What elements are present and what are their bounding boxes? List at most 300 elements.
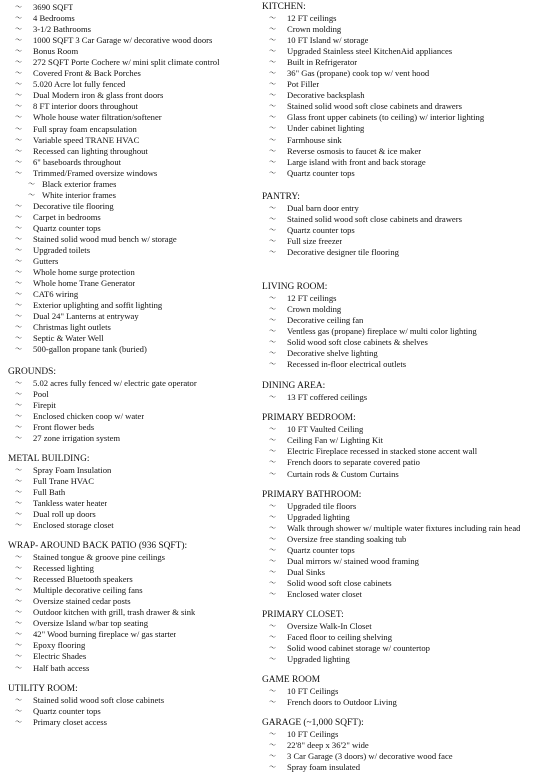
item-text: Septic & Water Well: [33, 333, 104, 344]
list-item: [8, 289, 253, 300]
list-item: [262, 556, 558, 567]
list-item: [8, 245, 253, 256]
item-text: Upgraded toilets: [33, 245, 91, 256]
bullet-icon: 〜: [269, 293, 276, 302]
list-item: [8, 135, 253, 146]
list-item: [8, 267, 253, 278]
primary-bedroom-section: [262, 413, 558, 479]
bullet-icon: 〜: [15, 113, 22, 122]
right-column: [262, 2, 558, 773]
list-item: [262, 123, 558, 134]
item-text: Solid wood soft close cabinets: [287, 577, 392, 588]
item-text: 5.02 acres fully fenced w/ electric gate operator: [33, 377, 197, 388]
grounds-section: [8, 367, 253, 444]
bullet-icon: 〜: [269, 393, 276, 402]
item-text: 1000 SQFT 3 Car Garage w/ decorative wood doors: [33, 35, 213, 46]
item-text: Recessed in-floor electrical outlets: [287, 359, 407, 370]
item-text: Full spray foam encapsulation: [33, 123, 137, 134]
section-heading-living: LIVING ROOM:: [262, 281, 328, 292]
section-heading-patio: WRAP- AROUND BACK PATIO (936 SQFT):: [8, 541, 188, 552]
bullet-icon: 〜: [269, 304, 276, 313]
list-item: [8, 487, 253, 498]
bullet-icon: 〜: [269, 644, 276, 653]
bullet-icon: 〜: [28, 190, 35, 199]
section-heading-primary-bathroom: PRIMARY BATHROOM:: [262, 489, 362, 500]
list-item: [262, 214, 558, 225]
sub-list-item: [8, 179, 253, 190]
bullet-icon: 〜: [269, 236, 276, 245]
bullet-icon: 〜: [15, 498, 22, 507]
bullet-icon: 〜: [269, 763, 276, 772]
section-heading-primary-bedroom: PRIMARY BEDROOM:: [262, 413, 356, 424]
list-item: [262, 446, 558, 457]
list-item: [8, 411, 253, 422]
bullet-icon: 〜: [15, 3, 22, 11]
item-text: Under cabinet lighting: [287, 123, 365, 134]
pantry-section: [262, 192, 558, 258]
list-item: [262, 567, 558, 578]
item-text: Tankless water heater: [33, 497, 108, 508]
item-text: Primary closet access: [33, 716, 107, 727]
list-item: [262, 348, 558, 359]
list-item: [8, 201, 253, 212]
item-text: Ceiling Fan w/ Lighting Kit: [287, 435, 383, 446]
list-item: [8, 618, 253, 629]
item-text: 36" Gas (propane) cook top w/ vent hood: [287, 68, 430, 79]
bullet-icon: 〜: [15, 597, 22, 606]
bullet-icon: 〜: [269, 316, 276, 325]
list-item: [262, 654, 558, 665]
bullet-icon: 〜: [269, 621, 276, 630]
bullet-icon: 〜: [269, 567, 276, 576]
item-text: Upgraded Stainless steel KitchenAid appliances: [287, 46, 453, 57]
primary-bathroom-section: [262, 490, 558, 600]
bullet-icon: 〜: [15, 706, 22, 715]
list-item: [262, 304, 558, 315]
bullet-icon: 〜: [15, 102, 22, 111]
section-heading-kitchen: KITCHEN:: [262, 2, 306, 12]
bullet-icon: 〜: [15, 168, 22, 177]
item-text: Christmas light outlets: [33, 322, 111, 333]
list-item: [8, 223, 253, 234]
item-text: Epoxy flooring: [33, 640, 86, 651]
list-item: [262, 435, 558, 446]
bullet-icon: 〜: [269, 633, 276, 642]
item-text: 3 Car Garage (3 doors) w/ decorative wood face: [287, 751, 453, 762]
bullet-icon: 〜: [269, 447, 276, 456]
list-item: [262, 729, 558, 740]
bullet-icon: 〜: [269, 247, 276, 256]
item-text: 10 FT Island w/ storage: [287, 35, 369, 46]
bullet-icon: 〜: [15, 290, 22, 299]
item-text: Reverse osmosis to faucet & ice maker: [287, 145, 422, 156]
bullet-icon: 〜: [15, 476, 22, 485]
list-item: [8, 651, 253, 662]
item-text: Black exterior frames: [42, 178, 117, 189]
bullet-icon: 〜: [15, 663, 22, 672]
bullet-icon: 〜: [15, 630, 22, 639]
item-text: Outdoor kitchen with grill, trash drawer & sink: [33, 607, 196, 618]
bullet-icon: 〜: [15, 422, 22, 431]
list-item: [8, 146, 253, 157]
list-item: [8, 157, 253, 168]
list-item: [8, 322, 253, 333]
list-item: [8, 706, 253, 717]
item-text: Spray Foam Insulation: [33, 464, 112, 475]
list-item: [8, 13, 253, 24]
bullet-icon: 〜: [269, 687, 276, 696]
item-text: Trimmed/Framed oversize windows: [33, 167, 158, 178]
bullet-icon: 〜: [269, 214, 276, 223]
bullet-icon: 〜: [269, 58, 276, 67]
bullet-icon: 〜: [15, 69, 22, 78]
item-text: Crown molding: [287, 303, 342, 314]
metal-building-section: [8, 454, 253, 531]
bullet-icon: 〜: [15, 553, 22, 562]
item-text: Stained tongue & groove pine ceilings: [33, 552, 165, 563]
item-text: Spray foam insulated: [287, 762, 361, 773]
item-text: Enclosed storage closet: [33, 520, 114, 531]
list-item: [8, 520, 253, 531]
bullet-icon: 〜: [269, 168, 276, 177]
item-text: 22'8" deep x 36'2" wide: [287, 740, 369, 751]
item-text: 10 FT Ceilings: [287, 729, 339, 740]
item-text: 8 FT interior doors throughout: [33, 101, 138, 112]
bullet-icon: 〜: [15, 509, 22, 518]
list-item: [262, 236, 558, 247]
bullet-icon: 〜: [269, 146, 276, 155]
list-item: [262, 643, 558, 654]
bullet-icon: 〜: [15, 521, 22, 530]
item-text: Curtain rods & Custom Curtains: [287, 468, 399, 479]
item-text: 3690 SQFT: [33, 2, 74, 12]
bullet-icon: 〜: [15, 279, 22, 288]
list-item: [262, 501, 558, 512]
bullet-icon: 〜: [269, 556, 276, 565]
item-text: Built in Refrigerator: [287, 57, 358, 68]
bullet-icon: 〜: [269, 436, 276, 445]
item-text: Bonus Room: [33, 46, 79, 57]
bullet-icon: 〜: [269, 360, 276, 369]
bullet-icon: 〜: [269, 91, 276, 100]
bullet-icon: 〜: [15, 124, 22, 133]
item-text: Stained solid wood soft close cabinets and drawers: [287, 101, 462, 112]
item-text: Quartz counter tops: [33, 705, 101, 716]
list-item: [8, 640, 253, 651]
bullet-icon: 〜: [269, 36, 276, 45]
item-text: 500-gallon propane tank (buried): [33, 344, 147, 355]
bullet-icon: 〜: [15, 564, 22, 573]
item-text: Decorative designer tile flooring: [287, 246, 399, 257]
bullet-icon: 〜: [15, 80, 22, 89]
item-text: Whole home Trane Generator: [33, 278, 136, 289]
list-item: [8, 563, 253, 574]
list-item: [262, 157, 558, 168]
item-text: Dual 24" Lanterns at entryway: [33, 311, 139, 322]
list-item: [8, 101, 253, 112]
list-item: [262, 697, 558, 708]
item-text: 5.020 Acre lot fully fenced: [33, 79, 126, 90]
section-heading-metal-building: METAL BUILDING:: [8, 453, 90, 464]
list-item: [262, 469, 558, 480]
features-section: [8, 2, 253, 356]
list-item: [8, 552, 253, 563]
bullet-icon: 〜: [269, 425, 276, 434]
bullet-icon: 〜: [269, 225, 276, 234]
bullet-icon: 〜: [269, 80, 276, 89]
bullet-icon: 〜: [15, 652, 22, 661]
bullet-icon: 〜: [15, 234, 22, 243]
list-item: [262, 315, 558, 326]
list-item: [8, 400, 253, 411]
bullet-icon: 〜: [15, 334, 22, 343]
item-text: White interior frames: [42, 189, 116, 200]
item-text: Dual Sinks: [287, 566, 325, 577]
bullet-icon: 〜: [15, 91, 22, 100]
bullet-icon: 〜: [269, 338, 276, 347]
item-text: 42" Wood burning fireplace w/ gas starter: [33, 629, 177, 640]
bullet-icon: 〜: [269, 14, 276, 22]
item-text: French doors to separate covered patio: [287, 457, 420, 468]
list-item: [262, 135, 558, 146]
list-item: [8, 168, 253, 179]
item-text: Half bath access: [33, 662, 90, 673]
list-item: [262, 621, 558, 632]
list-item: [8, 90, 253, 101]
item-text: Crown molding: [287, 24, 342, 35]
item-text: 13 FT coffered ceilings: [287, 392, 368, 403]
item-text: Oversize Island w/bar top seating: [33, 618, 149, 629]
list-item: [262, 523, 558, 534]
item-text: Dual mirrors w/ stained wood framing: [287, 555, 419, 566]
list-item: [262, 392, 558, 403]
bullet-icon: 〜: [269, 589, 276, 598]
item-text: Full size freezer: [287, 235, 343, 246]
list-item: [262, 57, 558, 68]
bullet-icon: 〜: [15, 268, 22, 277]
list-item: [8, 234, 253, 245]
list-item: [262, 101, 558, 112]
list-item: [262, 168, 558, 179]
list-item: [262, 68, 558, 79]
item-text: Quartz counter tops: [287, 167, 355, 178]
list-item: [8, 422, 253, 433]
list-item: [8, 717, 253, 728]
bullet-icon: 〜: [269, 501, 276, 510]
bullet-icon: 〜: [15, 312, 22, 321]
item-text: Ventless gas (propane) fireplace w/ multi color lighting: [287, 326, 477, 337]
list-item: [8, 112, 253, 123]
bullet-icon: 〜: [269, 135, 276, 144]
item-text: Electric Shades: [33, 651, 87, 662]
section-heading-primary-closet: PRIMARY CLOSET:: [262, 609, 344, 620]
list-item: [262, 79, 558, 90]
item-text: Decorative ceiling fan: [287, 315, 364, 326]
garage-section: [262, 718, 558, 773]
item-text: Recessed Bluetooth speakers: [33, 574, 133, 585]
list-item: [262, 225, 558, 236]
bullet-icon: 〜: [15, 608, 22, 617]
dining-area-section: [262, 381, 558, 403]
item-text: Quartz counter tops: [287, 544, 355, 555]
item-text: Carpet in bedrooms: [33, 211, 101, 222]
kitchen-section: [262, 2, 558, 179]
list-item: [262, 545, 558, 556]
list-item: [8, 35, 253, 46]
list-item: [8, 389, 253, 400]
item-text: Upgraded lighting: [287, 511, 350, 522]
list-item: [262, 146, 558, 157]
list-item: [8, 433, 253, 444]
bullet-icon: 〜: [15, 433, 22, 442]
list-item: [262, 457, 558, 468]
item-text: Stained solid wood soft close cabinets and drawers: [287, 213, 462, 224]
item-text: Recessed can lighting throughout: [33, 145, 148, 156]
item-text: Stained solid wood soft close cabinets: [33, 694, 165, 705]
list-item: [262, 424, 558, 435]
list-item: [262, 534, 558, 545]
item-text: Dual Modern iron & glass front doors: [33, 90, 164, 101]
section-heading-garage: GARAGE (~1,000 SQFT):: [262, 718, 364, 729]
item-text: Whole home surge protection: [33, 267, 135, 278]
bullet-icon: 〜: [15, 25, 22, 34]
bullet-icon: 〜: [269, 124, 276, 133]
list-item: [262, 247, 558, 258]
list-item: [8, 344, 253, 355]
list-item: [262, 740, 558, 751]
bullet-icon: 〜: [15, 323, 22, 332]
bullet-icon: 〜: [15, 36, 22, 45]
bullet-icon: 〜: [269, 730, 276, 739]
list-item: [262, 512, 558, 523]
item-text: Variable speed TRANE HVAC: [33, 134, 140, 145]
item-text: Enclosed chicken coop w/ water: [33, 410, 145, 421]
item-text: Decorative backsplash: [287, 90, 365, 101]
list-item: [262, 326, 558, 337]
list-item: [262, 112, 558, 123]
bullet-icon: 〜: [15, 223, 22, 232]
section-heading-game-room: GAME ROOM: [262, 675, 321, 686]
item-text: Gutters: [33, 256, 59, 267]
item-text: Dual barn door entry: [287, 202, 359, 213]
living-room-section: [262, 282, 558, 370]
item-text: Full Trane HVAC: [33, 475, 94, 486]
list-item: [262, 632, 558, 643]
list-item: [8, 300, 253, 311]
item-text: Solid wood soft close cabinets & shelves: [287, 337, 428, 348]
item-text: Exterior uplighting and soffit lighting: [33, 300, 163, 311]
item-text: Dual roll up doors: [33, 508, 96, 519]
list-item: [8, 212, 253, 223]
item-text: Decorative shelve lighting: [287, 348, 378, 359]
bullet-icon: 〜: [269, 698, 276, 707]
bullet-icon: 〜: [15, 465, 22, 474]
item-text: Oversize Walk-In Closet: [287, 620, 372, 631]
item-text: Firepit: [33, 399, 56, 410]
list-item: [8, 378, 253, 389]
list-item: [8, 2, 253, 13]
list-item: [8, 79, 253, 90]
item-text: Whole house water filtration/softener: [33, 112, 162, 123]
item-text: 3-1/2 Bathrooms: [33, 24, 92, 35]
bullet-icon: 〜: [28, 179, 35, 188]
bullet-icon: 〜: [269, 741, 276, 750]
bullet-icon: 〜: [269, 578, 276, 587]
bullet-icon: 〜: [15, 157, 22, 166]
list-item: [262, 35, 558, 46]
item-text: Faced floor to ceiling shelving: [287, 632, 393, 643]
item-text: Upgraded tile floors: [287, 500, 357, 511]
list-item: [8, 46, 253, 57]
section-heading-pantry: PANTRY:: [262, 191, 300, 202]
item-text: Pot Filler: [287, 79, 320, 90]
bullet-icon: 〜: [269, 534, 276, 543]
bullet-icon: 〜: [269, 545, 276, 554]
item-text: Oversize stained cedar posts: [33, 596, 131, 607]
sub-list-item: [8, 190, 253, 201]
list-item: [8, 465, 253, 476]
bullet-icon: 〜: [15, 389, 22, 398]
bullet-icon: 〜: [269, 327, 276, 336]
list-item: [8, 476, 253, 487]
item-text: Pool: [33, 388, 49, 399]
bullet-icon: 〜: [15, 695, 22, 704]
bullet-icon: 〜: [269, 157, 276, 166]
bullet-icon: 〜: [15, 246, 22, 255]
list-item: [8, 24, 253, 35]
list-item: [8, 585, 253, 596]
item-text: 12 FT ceilings: [287, 13, 337, 23]
item-text: Oversize free standing soaking tub: [287, 533, 407, 544]
list-item: [8, 278, 253, 289]
list-item: [8, 333, 253, 344]
bullet-icon: 〜: [269, 113, 276, 122]
list-item: [262, 359, 558, 370]
bullet-icon: 〜: [15, 135, 22, 144]
bullet-icon: 〜: [269, 25, 276, 34]
list-item: [262, 24, 558, 35]
bullet-icon: 〜: [15, 575, 22, 584]
bullet-icon: 〜: [15, 14, 22, 23]
item-text: Quartz counter tops: [287, 224, 355, 235]
list-item: [262, 751, 558, 762]
section-heading-grounds: GROUNDS:: [8, 366, 56, 377]
bullet-icon: 〜: [269, 523, 276, 532]
bullet-icon: 〜: [15, 641, 22, 650]
item-text: Enclosed water closet: [287, 588, 362, 599]
item-text: Full Bath: [33, 486, 66, 497]
bullet-icon: 〜: [15, 58, 22, 67]
item-text: Large island with front and back storage: [287, 156, 426, 167]
bullet-icon: 〜: [15, 301, 22, 310]
list-item: [262, 589, 558, 600]
list-item: [8, 695, 253, 706]
item-text: Covered Front & Back Porches: [33, 68, 141, 79]
bullet-icon: 〜: [15, 400, 22, 409]
bullet-icon: 〜: [15, 212, 22, 221]
bullet-icon: 〜: [15, 378, 22, 387]
item-text: Farmhouse sink: [287, 134, 342, 145]
bullet-icon: 〜: [269, 752, 276, 761]
bullet-icon: 〜: [15, 345, 22, 354]
list-item: [8, 57, 253, 68]
item-text: Electric Fireplace recessed in stacked stone accent wall: [287, 446, 478, 457]
bullet-icon: 〜: [269, 203, 276, 212]
item-text: 10 FT Vaulted Ceiling: [287, 424, 364, 435]
list-item: [8, 509, 253, 520]
item-text: Upgraded lighting: [287, 654, 350, 665]
game-room-section: [262, 675, 558, 708]
